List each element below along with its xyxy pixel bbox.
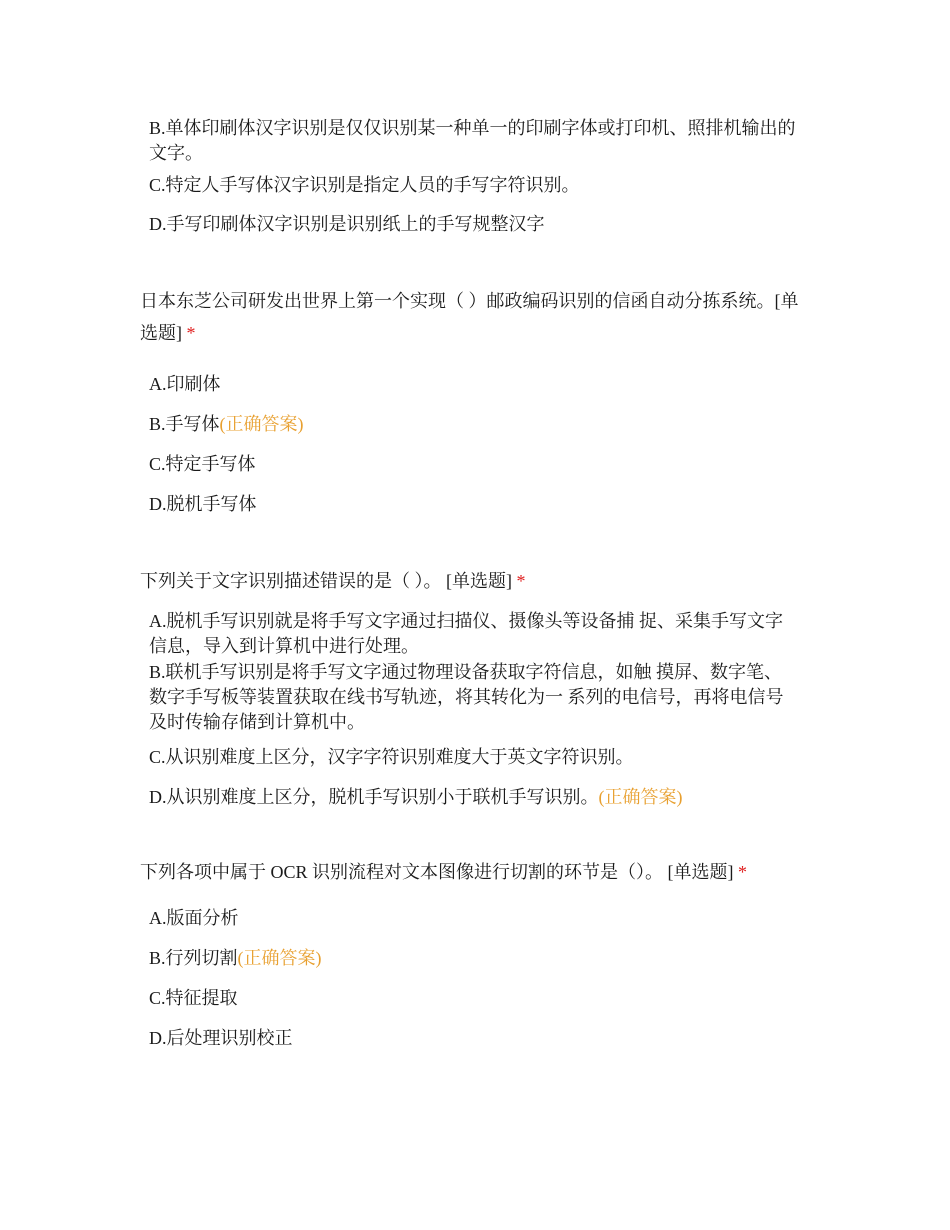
- option-q1-b: [149, 412, 809, 437]
- option-q3-d: [149, 1026, 809, 1051]
- question-text: 下列各项中属于 OCR 识别流程对文本图像进行切割的环节是（）。: [140, 862, 664, 882]
- required-mark: *: [516, 571, 526, 591]
- option-q2-a: [149, 609, 799, 659]
- option-text: 从识别难度上区分，脱机手写识别小于联机手写识别。: [166, 787, 599, 807]
- correct-answer-mark: (正确答案): [598, 787, 683, 807]
- option-text: 从识别难度上区分，汉字字符识别难度大于英文字符识别。: [165, 747, 634, 767]
- option-letter: C.: [149, 988, 166, 1008]
- option-letter: D.: [149, 787, 167, 807]
- required-mark: *: [738, 862, 748, 882]
- option-q1-a: [149, 372, 809, 397]
- option-text: 手写印刷体汉字识别是识别纸上的手写规整汉字: [166, 214, 545, 234]
- correct-answer-mark: (正确答案): [219, 414, 304, 434]
- option-q2-b: [149, 660, 799, 735]
- option-text: 特定手写体: [165, 454, 256, 474]
- option-q2-c: [149, 745, 809, 770]
- option-text: 脱机手写体: [166, 494, 257, 514]
- option-letter: C.: [149, 747, 166, 767]
- correct-answer-mark: (正确答案): [237, 948, 322, 968]
- option-text: 行列切割: [165, 948, 238, 968]
- option-text: 版面分析: [166, 908, 239, 928]
- option-letter: A.: [149, 374, 167, 394]
- option-text: 特征提取: [165, 988, 238, 1008]
- option-letter: D.: [149, 214, 167, 234]
- required-mark: *: [186, 323, 196, 343]
- option-text: 单体印刷体汉字识别是仅仅识别某一种单一的印刷字体或打印机、照排机输出的文字。: [149, 118, 796, 163]
- option-letter: B.: [149, 414, 166, 434]
- option-q3-c: [149, 986, 809, 1011]
- option-q3-a: [149, 906, 809, 931]
- question-type-label: [单选题]: [140, 291, 799, 343]
- question-1-stem: [140, 285, 810, 349]
- option-letter: A.: [149, 611, 167, 631]
- option-letter: C.: [149, 175, 166, 195]
- option-q1-d: [149, 492, 809, 517]
- question-text: 日本东芝公司研发出世界上第一个实现（ ）邮政编码识别的信函自动分拣系统。: [140, 291, 775, 311]
- question-text: 下列关于文字识别描述错误的是（ ）。: [140, 571, 442, 591]
- option-text: 脱机手写识别就是将手写文字通过扫描仪、摄像头等设备捕 捉、采集手写文字信息，导入到计算机中进行处理。: [149, 611, 783, 656]
- option-q0-b: [149, 116, 804, 166]
- question-type-label: [单选题]: [667, 862, 734, 882]
- option-q0-d: [149, 212, 809, 237]
- option-q2-d: [149, 785, 809, 810]
- option-q1-c: [149, 452, 809, 477]
- option-letter: B.: [149, 948, 166, 968]
- option-letter: B.: [149, 118, 166, 138]
- option-text: 印刷体: [166, 374, 221, 394]
- option-letter: C.: [149, 454, 166, 474]
- option-text: 手写体: [165, 414, 220, 434]
- option-q3-b: [149, 946, 809, 971]
- option-letter: D.: [149, 1028, 167, 1048]
- option-text: 后处理识别校正: [166, 1028, 293, 1048]
- option-text: 特定人手写体汉字识别是指定人员的手写字符识别。: [165, 175, 580, 195]
- option-letter: D.: [149, 494, 167, 514]
- option-letter: B.: [149, 662, 166, 682]
- question-2-stem: [140, 565, 820, 597]
- option-text: 联机手写识别是将手写文字通过物理设备获取字符信息，如触 摸屏、数字笔、数字手写板等装置获取在线书写轨迹，将其转化为一 系列的电信号，再将电信号及时传输存储到计算机中。: [149, 662, 784, 732]
- question-3-stem: [140, 856, 820, 888]
- question-type-label: [单选题]: [446, 571, 512, 591]
- option-letter: A.: [149, 908, 167, 928]
- option-q0-c: [149, 173, 809, 198]
